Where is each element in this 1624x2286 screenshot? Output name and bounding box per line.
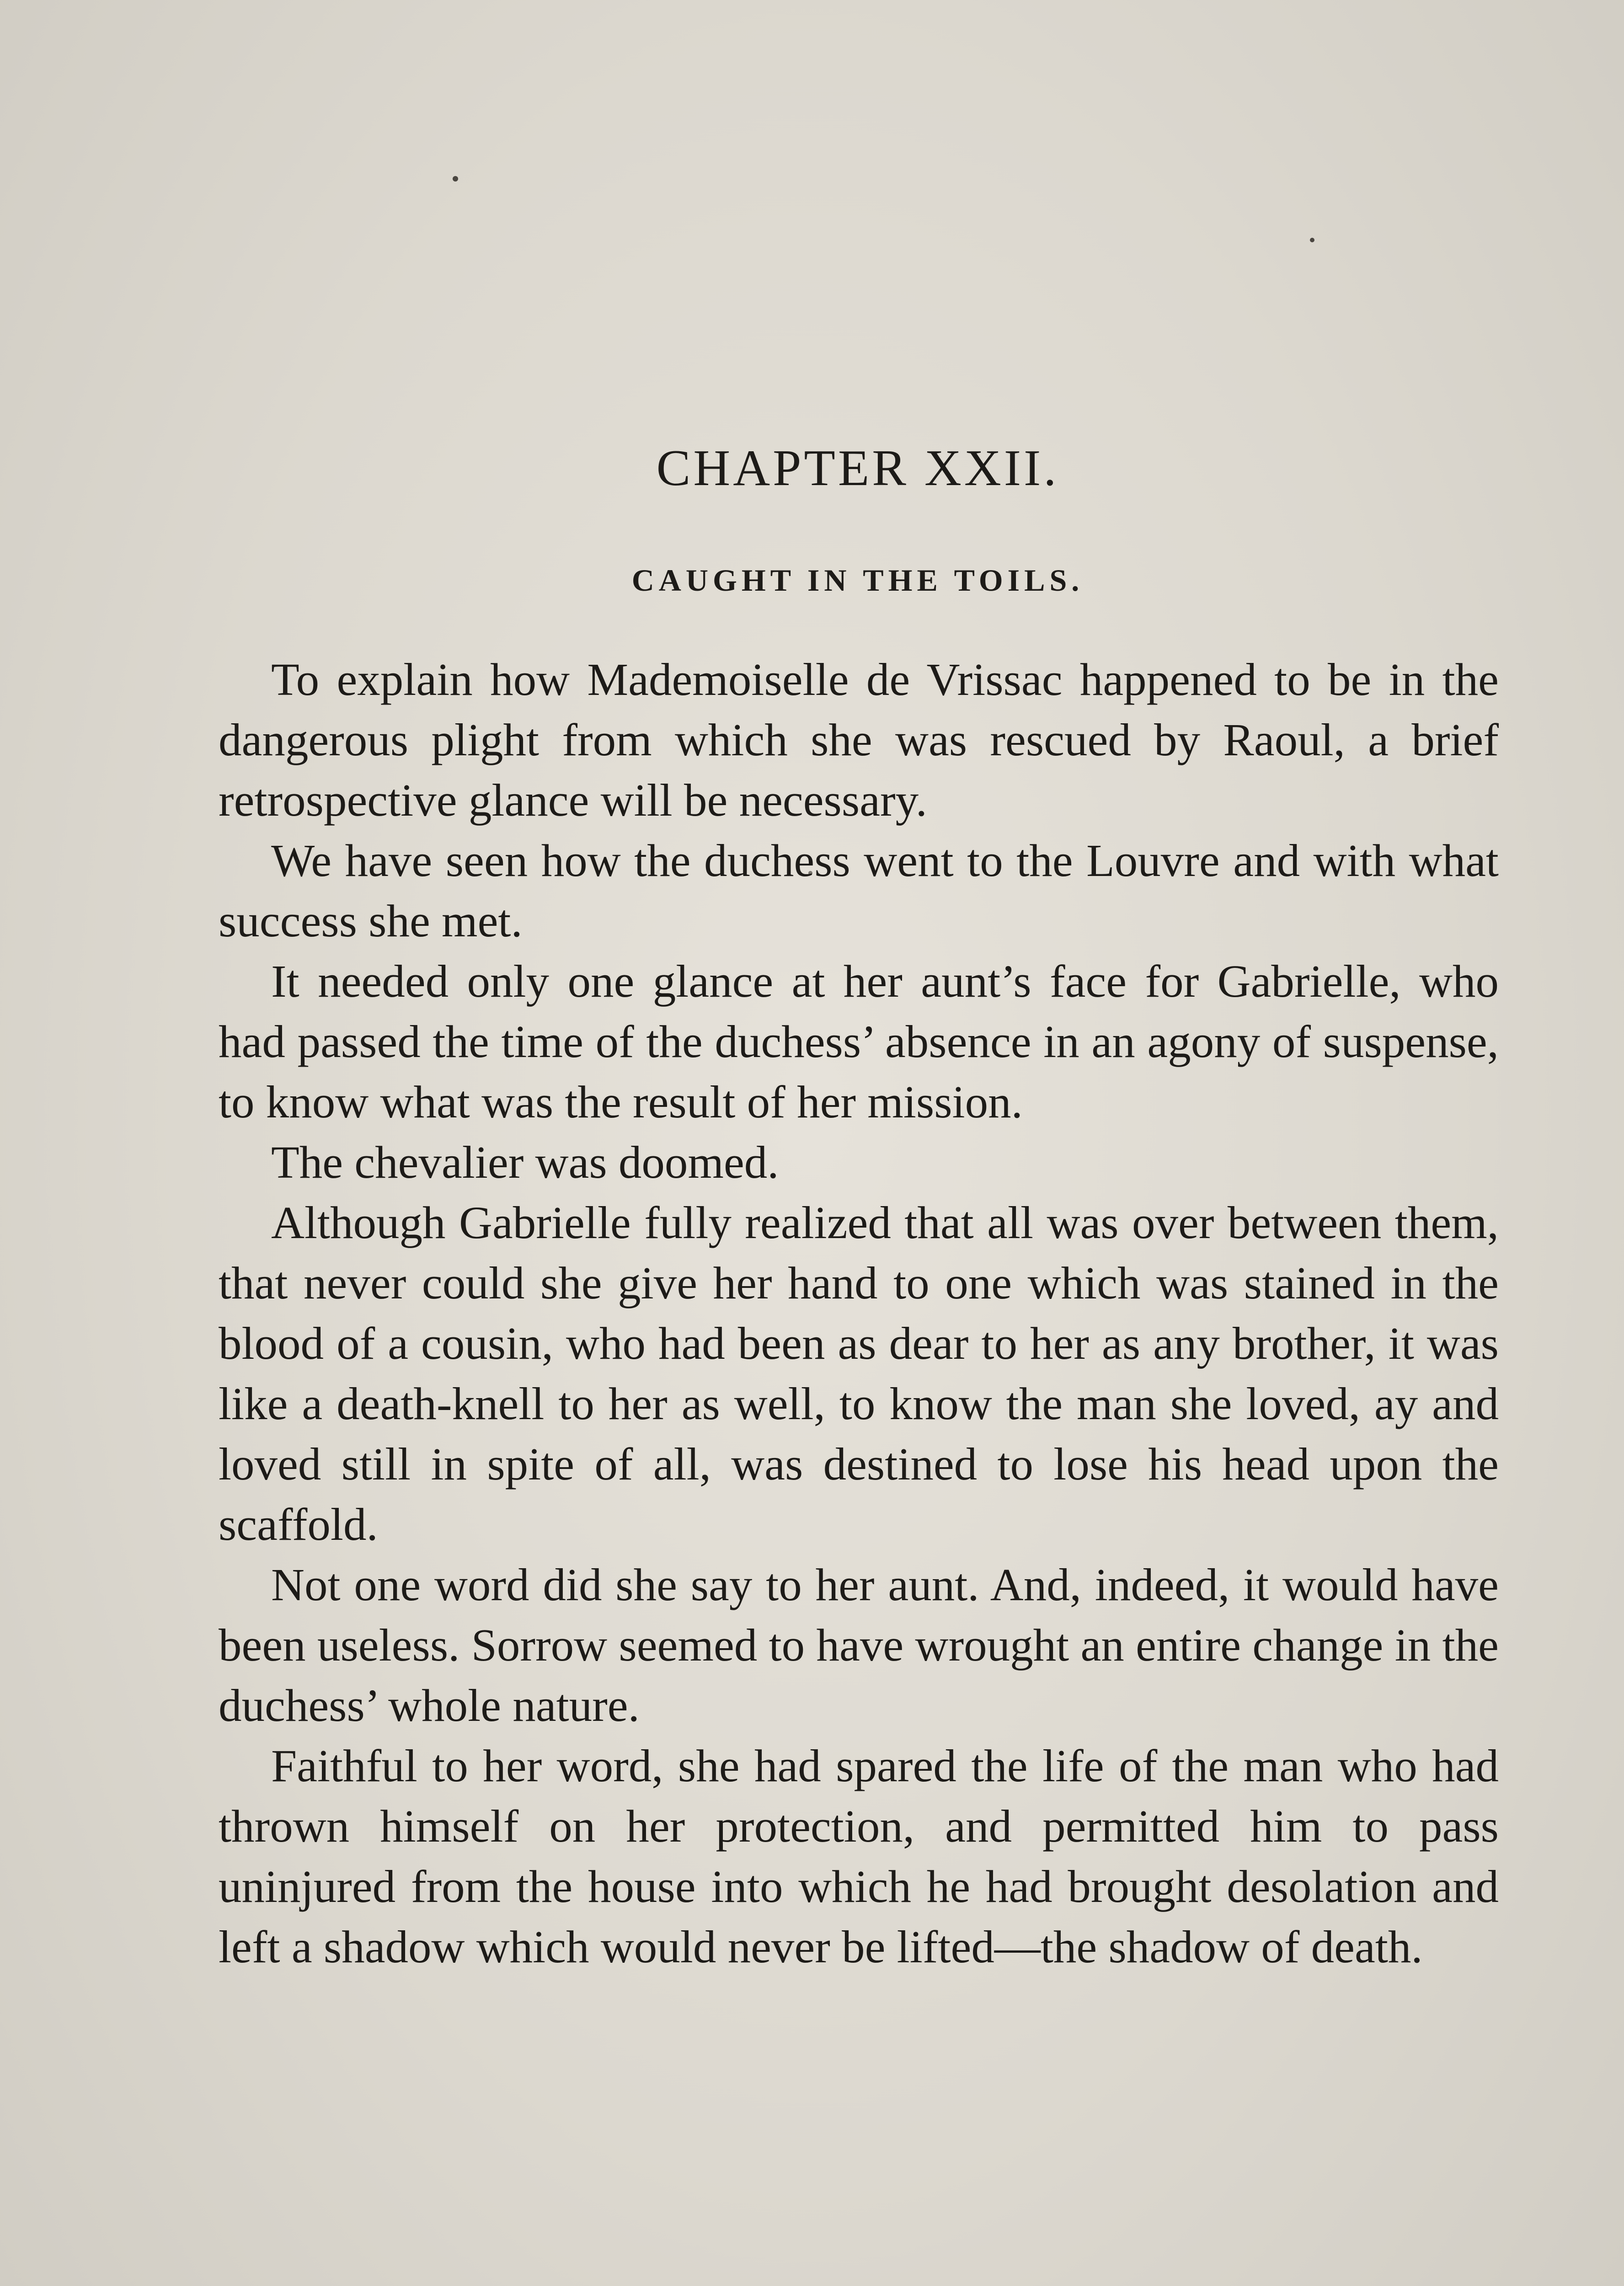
paragraph: We have seen how the duchess went to the Louvre and with what success she met. [219, 835, 1499, 946]
paper-speck [453, 176, 458, 182]
paragraph: Not one word did she say to her aunt. And, indeed, it would have been useless. Sorrow seemed to have wrought an entire change in the duchess’ whole nature. [219, 1559, 1499, 1731]
chapter-body [219, 649, 1499, 1977]
paragraph: Although Gabrielle fully realized that all was over between them, that never could she give her hand to one which was stained in the blood of a cousin, who had been as dear to her as any brother, it was like a death-knell to her as well, to know the man she loved, ay and loved still in spite of all, was destined to lose his head upon the scaffold. [219, 1197, 1499, 1550]
chapter-title: CHAPTER XXII. [656, 440, 1059, 497]
paragraph: Faithful to her word, she had spared the life of the man who had thrown himself on her protection, and permitted him to pass uninjured from the house into which he had brought desolation and left a shadow which would never be lifted—the shadow of death. [219, 1740, 1499, 1972]
paragraph: To explain how Mademoiselle de Vrissac happened to be in the dangerous plight from which she was rescued by Raoul, a brief retrospective glance will be necessary. [219, 654, 1499, 826]
paragraph: It needed only one glance at her aunt’s face for Gabrielle, who had passed the time of the duchess’ absence in an agony of suspense, to know what was the result of her mission. [219, 956, 1499, 1127]
chapter-subtitle: CAUGHT IN THE TOILS. [631, 563, 1084, 598]
paper-speck [1310, 238, 1314, 242]
paragraph: The chevalier was doomed. [271, 1137, 779, 1188]
